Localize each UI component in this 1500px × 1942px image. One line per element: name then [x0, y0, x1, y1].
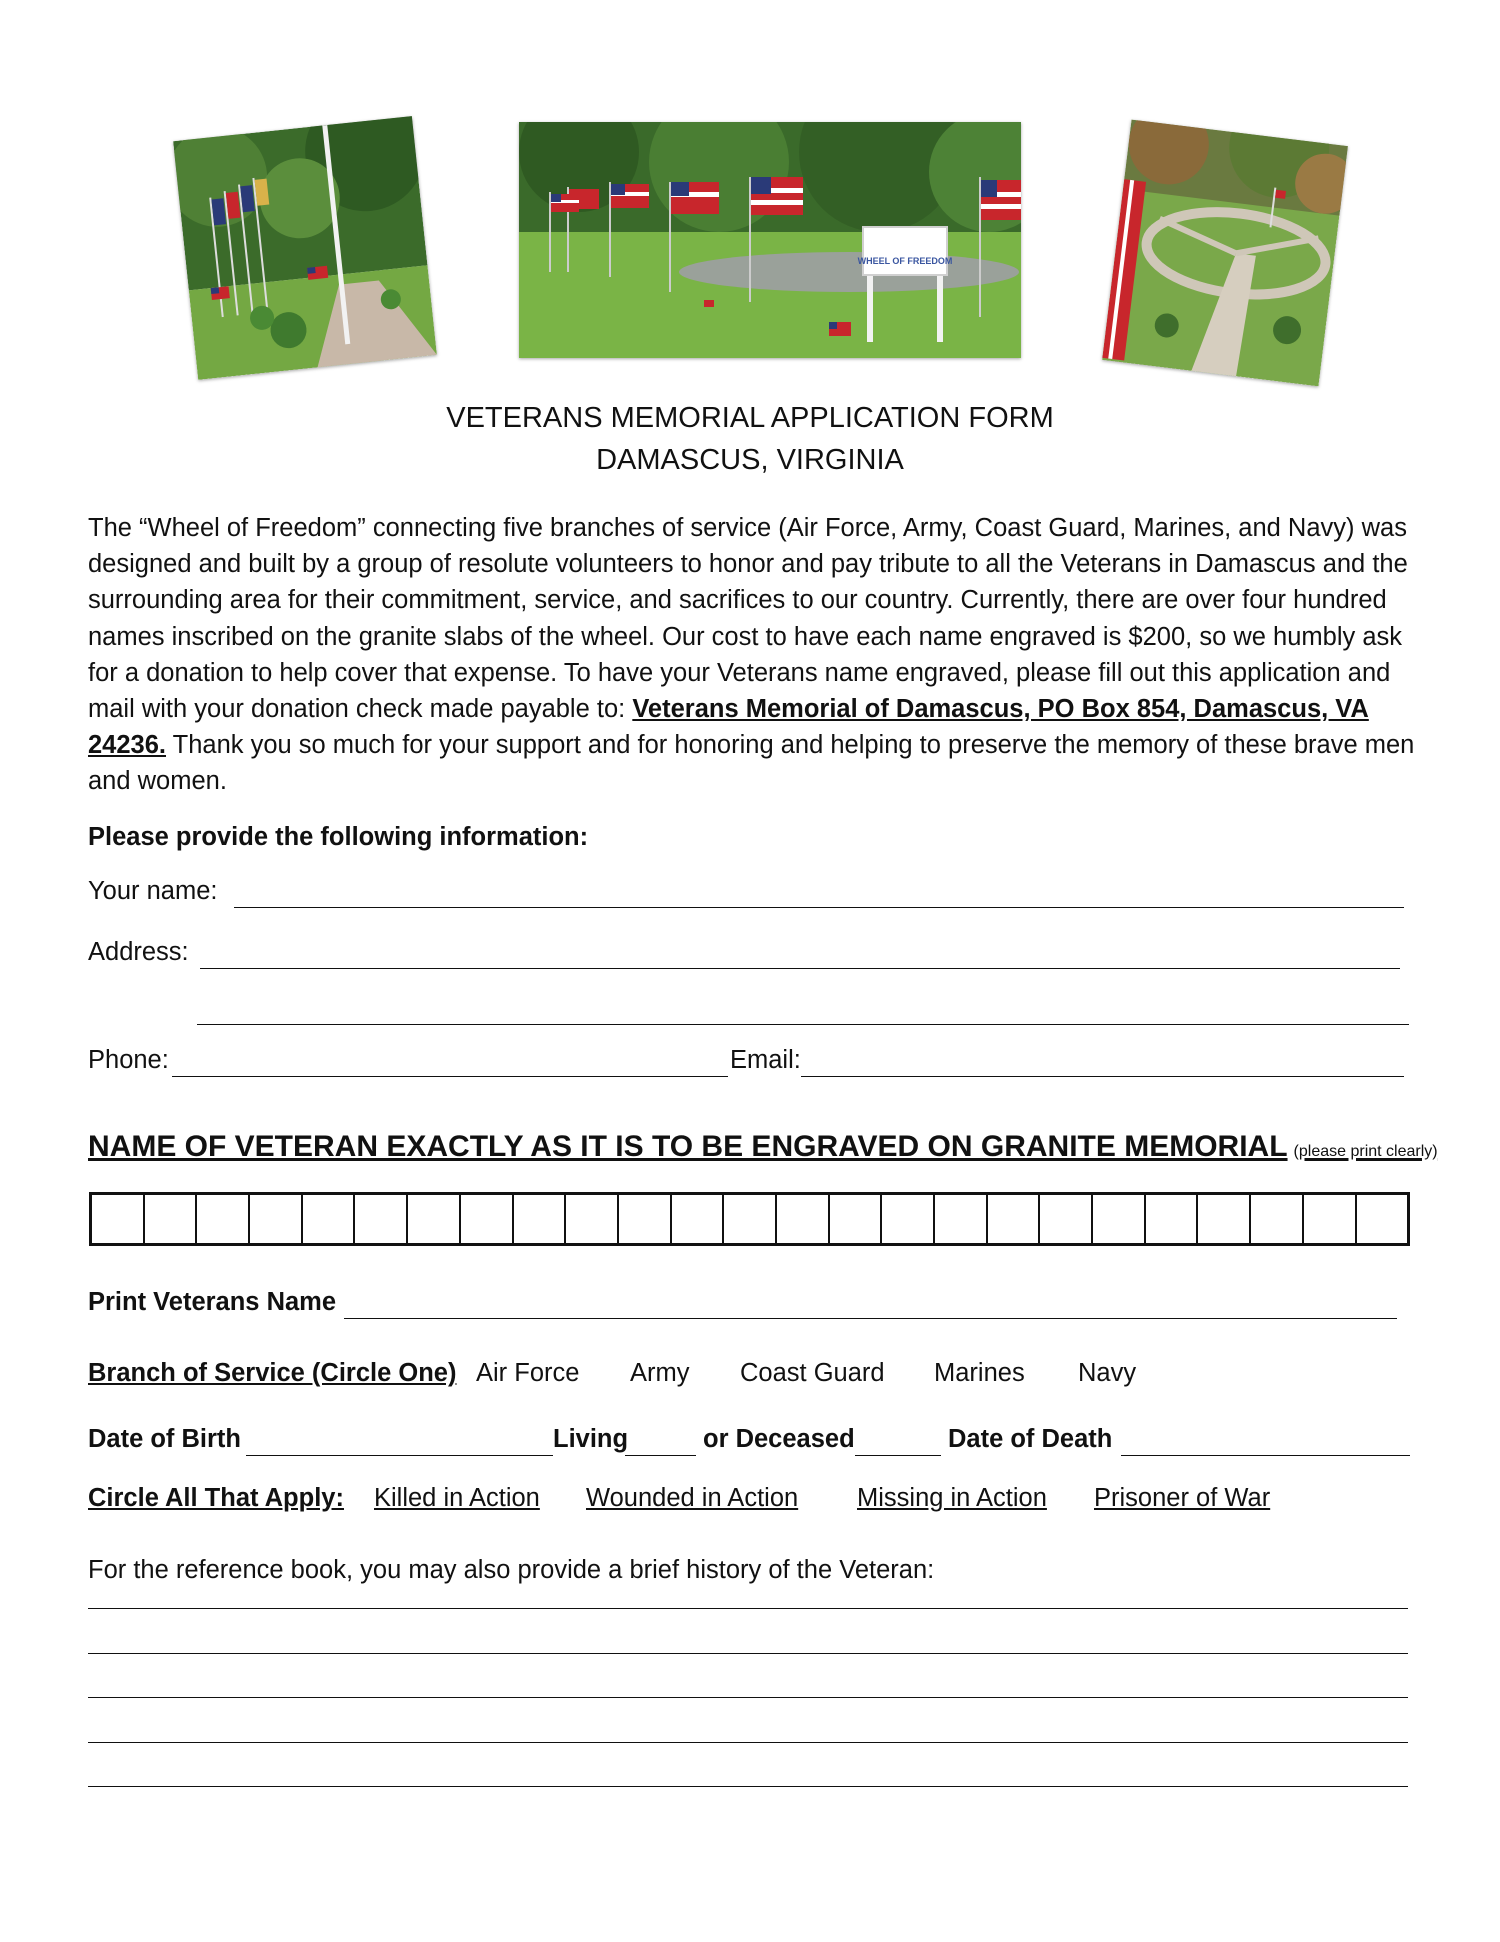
deceased-label: or Deceased [703, 1425, 855, 1453]
history-line[interactable] [88, 1697, 1408, 1698]
engraving-heading [88, 1130, 1438, 1164]
form-title: VETERANS MEMORIAL APPLICATION FORM [446, 402, 1054, 434]
phone-line[interactable] [172, 1076, 728, 1077]
letter-box[interactable] [724, 1195, 777, 1243]
engraving-letter-boxes [89, 1192, 1410, 1246]
print-name-label: Print Veterans Name [88, 1288, 337, 1316]
status-missing-in-action[interactable]: Missing in Action [857, 1484, 1047, 1512]
dob-label: Date of Birth [88, 1425, 241, 1453]
branch-label: Branch of Service (Circle One) [88, 1359, 457, 1387]
dob-line[interactable] [246, 1455, 553, 1456]
status-wounded-in-action[interactable]: Wounded in Action [586, 1484, 799, 1512]
status-killed-in-action[interactable]: Killed in Action [374, 1484, 540, 1512]
branch-coast-guard[interactable]: Coast Guard [740, 1359, 885, 1387]
letter-box[interactable] [461, 1195, 514, 1243]
letter-box[interactable] [988, 1195, 1041, 1243]
letter-box[interactable] [830, 1195, 883, 1243]
living-label: Living [553, 1425, 629, 1453]
letter-box[interactable] [92, 1195, 145, 1243]
name-label: Your name: [88, 877, 218, 905]
letter-box[interactable] [250, 1195, 303, 1243]
memorial-photo-center [519, 122, 1021, 358]
letter-box[interactable] [777, 1195, 830, 1243]
branch-marines[interactable]: Marines [934, 1359, 1025, 1387]
history-line[interactable] [88, 1786, 1408, 1787]
history-line[interactable] [88, 1653, 1408, 1654]
dod-label: Date of Death [948, 1425, 1113, 1453]
letter-box[interactable] [672, 1195, 725, 1243]
letter-box[interactable] [619, 1195, 672, 1243]
deceased-line[interactable] [855, 1455, 941, 1456]
intro-closing: Thank you so much for your support and for honoring and helping to preserve the memory of these brave men and women. [88, 731, 1415, 796]
email-label: Email: [730, 1046, 801, 1074]
email-line[interactable] [801, 1076, 1404, 1077]
letter-box[interactable] [197, 1195, 250, 1243]
letter-box[interactable] [145, 1195, 198, 1243]
branch-army[interactable]: Army [630, 1359, 690, 1387]
memorial-photo-left [173, 116, 437, 380]
dod-line[interactable] [1121, 1455, 1410, 1456]
info-prompt: Please provide the following information: [88, 823, 589, 851]
sign-text: WHEEL OF FREEDOM [857, 256, 953, 266]
letter-box[interactable] [1040, 1195, 1093, 1243]
letter-box[interactable] [303, 1195, 356, 1243]
letter-box[interactable] [408, 1195, 461, 1243]
letter-box[interactable] [1198, 1195, 1251, 1243]
circle-all-label: Circle All That Apply: [88, 1484, 344, 1512]
letter-box[interactable] [1146, 1195, 1199, 1243]
branch-navy[interactable]: Navy [1078, 1359, 1137, 1387]
status-prisoner-of-war[interactable]: Prisoner of War [1094, 1484, 1271, 1512]
payee-address: Veterans Memorial of Damascus, PO Box 854, Damascus, VA 24236. [88, 695, 1369, 760]
letter-box[interactable] [514, 1195, 567, 1243]
intro-paragraph [88, 510, 1418, 800]
address-label: Address: [88, 938, 189, 966]
your-name-line[interactable] [234, 907, 1404, 908]
letter-box[interactable] [1304, 1195, 1357, 1243]
letter-box[interactable] [882, 1195, 935, 1243]
print-name-line[interactable] [344, 1318, 1397, 1319]
memorial-photo-right [1102, 120, 1348, 387]
address-line-1[interactable] [200, 968, 1400, 969]
print-clearly-note: (please print clearly) [1293, 1143, 1438, 1160]
history-line[interactable] [88, 1742, 1408, 1743]
phone-label: Phone: [88, 1046, 169, 1074]
branch-air-force[interactable]: Air Force [476, 1359, 580, 1387]
form-subtitle: DAMASCUS, VIRGINIA [596, 444, 904, 476]
letter-box[interactable] [1251, 1195, 1304, 1243]
history-prompt: For the reference book, you may also provide a brief history of the Veteran: [88, 1556, 935, 1584]
living-line[interactable] [625, 1455, 696, 1456]
history-line[interactable] [88, 1608, 1408, 1609]
letter-box[interactable] [566, 1195, 619, 1243]
letter-box[interactable] [1357, 1195, 1408, 1243]
address-line-2[interactable] [197, 1024, 1409, 1025]
letter-box[interactable] [935, 1195, 988, 1243]
letter-box[interactable] [355, 1195, 408, 1243]
letter-box[interactable] [1093, 1195, 1146, 1243]
intro-text: The “Wheel of Freedom” connecting five branches of service (Air Force, Army, Coast Guard, Marines, and Navy) was designed and built by a group of resolute volunteers to honor and pay tribute to all the Veterans in Damascus and the surrounding area for their commitment, service, and sacrifices to our country. Currently, there are over four hundred names inscribed on the granite slabs of the wheel. Our cost to have each name engraved is $200, so we humbly ask for a donation to help cover that expense. To have your Veterans name engraved, please fill out this application and mail with your donation check made payable to: [88, 514, 1408, 724]
engraving-heading-text: NAME OF VETERAN EXACTLY AS IT IS TO BE ENGRAVED ON GRANITE MEMORIAL [88, 1130, 1288, 1163]
